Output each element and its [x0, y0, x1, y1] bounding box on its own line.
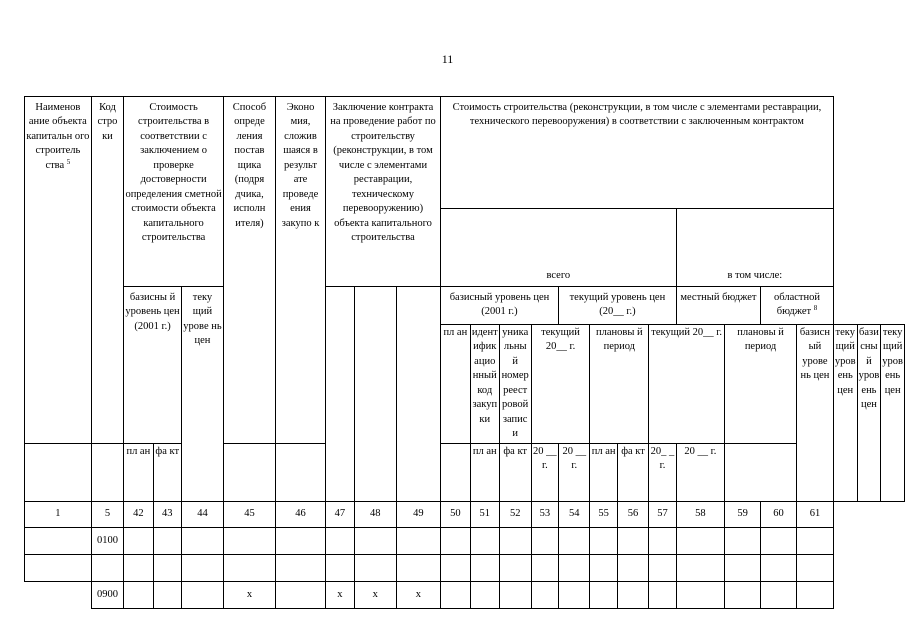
construction-cost-table [24, 96, 905, 609]
row-code [91, 554, 123, 581]
col-num: 1 [25, 501, 92, 527]
header-local-budget: местный бюджет [676, 287, 760, 325]
header-fact-51: фа кт [499, 443, 531, 501]
header-plan-54: пл ан [590, 443, 617, 501]
col-num: 54 [559, 501, 590, 527]
col-num: 56 [617, 501, 648, 527]
row-identification-code: x [354, 581, 396, 608]
header-cost-by-expertise: Стоимость строительства в соответствии с заключением о проверке достоверности определения сметной стоимости объекта капитального строительства [124, 97, 224, 287]
row-identification-code [354, 527, 396, 554]
col-num: 44 [181, 501, 223, 527]
col-num: 49 [396, 501, 440, 527]
col-num: 46 [275, 501, 325, 527]
col-num: 60 [761, 501, 797, 527]
row-method: x [224, 581, 276, 608]
row-contract-plan [326, 527, 355, 554]
row-contract-plan: x [326, 581, 355, 608]
header-identification-code: идент ифик ацио нный код закуп ки [470, 325, 499, 444]
header-year-53: 20 __ г. [559, 443, 590, 501]
col-num: 43 [153, 501, 181, 527]
header-local-base: базисн ый урове нь цен [796, 325, 833, 502]
header-savings: Эконо мия, сложив шаяся в результ ате проведе ения закупо к [275, 97, 325, 444]
header-regional-base: бази сны й уров ень цен [857, 325, 881, 502]
header-current-level-20: текущий уровень цен (20__ г.) [559, 287, 677, 325]
header-base-prices: базисны й уровень цен (2001 г.) [124, 287, 182, 444]
table-row [25, 581, 905, 608]
col-num: 47 [326, 501, 355, 527]
header-year-52: 20 __ г. [531, 443, 558, 501]
row-method [224, 527, 276, 554]
col-num: 61 [796, 501, 833, 527]
header-contract-plan: пл ан [440, 325, 470, 444]
col-num: 50 [440, 501, 470, 527]
col-num: 42 [124, 501, 153, 527]
header-plan-42: пл ан [124, 443, 153, 501]
header-year-56: 20_ _ г. [649, 443, 677, 501]
col-num: 58 [676, 501, 724, 527]
col-num: 45 [224, 501, 276, 527]
page-number: 11 [441, 52, 454, 66]
row-code: 0900 [91, 581, 123, 608]
column-number-row [25, 501, 905, 527]
header-regional-budget: областной бюджет $^8$ [761, 287, 834, 325]
header-planned-period-current: плановы й период [725, 325, 797, 444]
col-num: 51 [470, 501, 499, 527]
header-row-code: Код стро ки [91, 97, 123, 444]
row-unique-registry [396, 527, 440, 554]
col-num: 55 [590, 501, 617, 527]
header-current-prices: теку щий урове нь цен [181, 287, 223, 502]
header-total: всего [440, 209, 676, 287]
header-contract-cost: Стоимость строительства (реконструкции, в том числе с элементами реставрации, технического перевооружения) в соответствии с заключенным контрактом [440, 97, 833, 209]
header-fact-43: фа кт [153, 443, 181, 501]
col-num: 5 [91, 501, 123, 527]
header-supplier-method: Способ опреде ления постав щика (подря дчика, исполн ителя) [224, 97, 276, 444]
header-regional-current: теку щий уров ень цен [881, 325, 905, 502]
row-unique-registry [396, 554, 440, 581]
header-local-current: теку щий уров ень цен [833, 325, 857, 502]
header-including: в том числе: [676, 209, 833, 287]
header-current-20-base: текущий 20__ г. [531, 325, 590, 444]
header-unique-registry: уника льны й номер реест ровой запис и [499, 325, 531, 444]
row-unique-registry: x [396, 581, 440, 608]
header-object-name: Наименов ание объекта капитальн ого строитель ства $^5$ [25, 97, 92, 444]
col-num: 57 [649, 501, 677, 527]
row-identification-code [354, 554, 396, 581]
header-year-57: 20 __ г. [676, 443, 724, 501]
table-row [25, 527, 905, 554]
header-planned-period-base: плановы й период [590, 325, 649, 444]
header-plan-50: пл ан [470, 443, 499, 501]
row-method [224, 554, 276, 581]
col-num: 48 [354, 501, 396, 527]
table-row [25, 554, 905, 581]
header-fact-55: фа кт [617, 443, 648, 501]
col-num: 59 [725, 501, 761, 527]
col-num: 53 [531, 501, 558, 527]
col-num: 52 [499, 501, 531, 527]
row-code: 0100 [91, 527, 123, 554]
row-contract-plan [326, 554, 355, 581]
header-current-20-current: текущий 20__ г. [649, 325, 725, 444]
header-contract: Заключение контракта на проведение работ по строительству (реконструкции, в том числе с элементами реставрации, техническому перевооружению) объекта капитального строительства [326, 97, 441, 287]
header-base-level-2001: базисный уровень цен (2001 г.) [440, 287, 558, 325]
